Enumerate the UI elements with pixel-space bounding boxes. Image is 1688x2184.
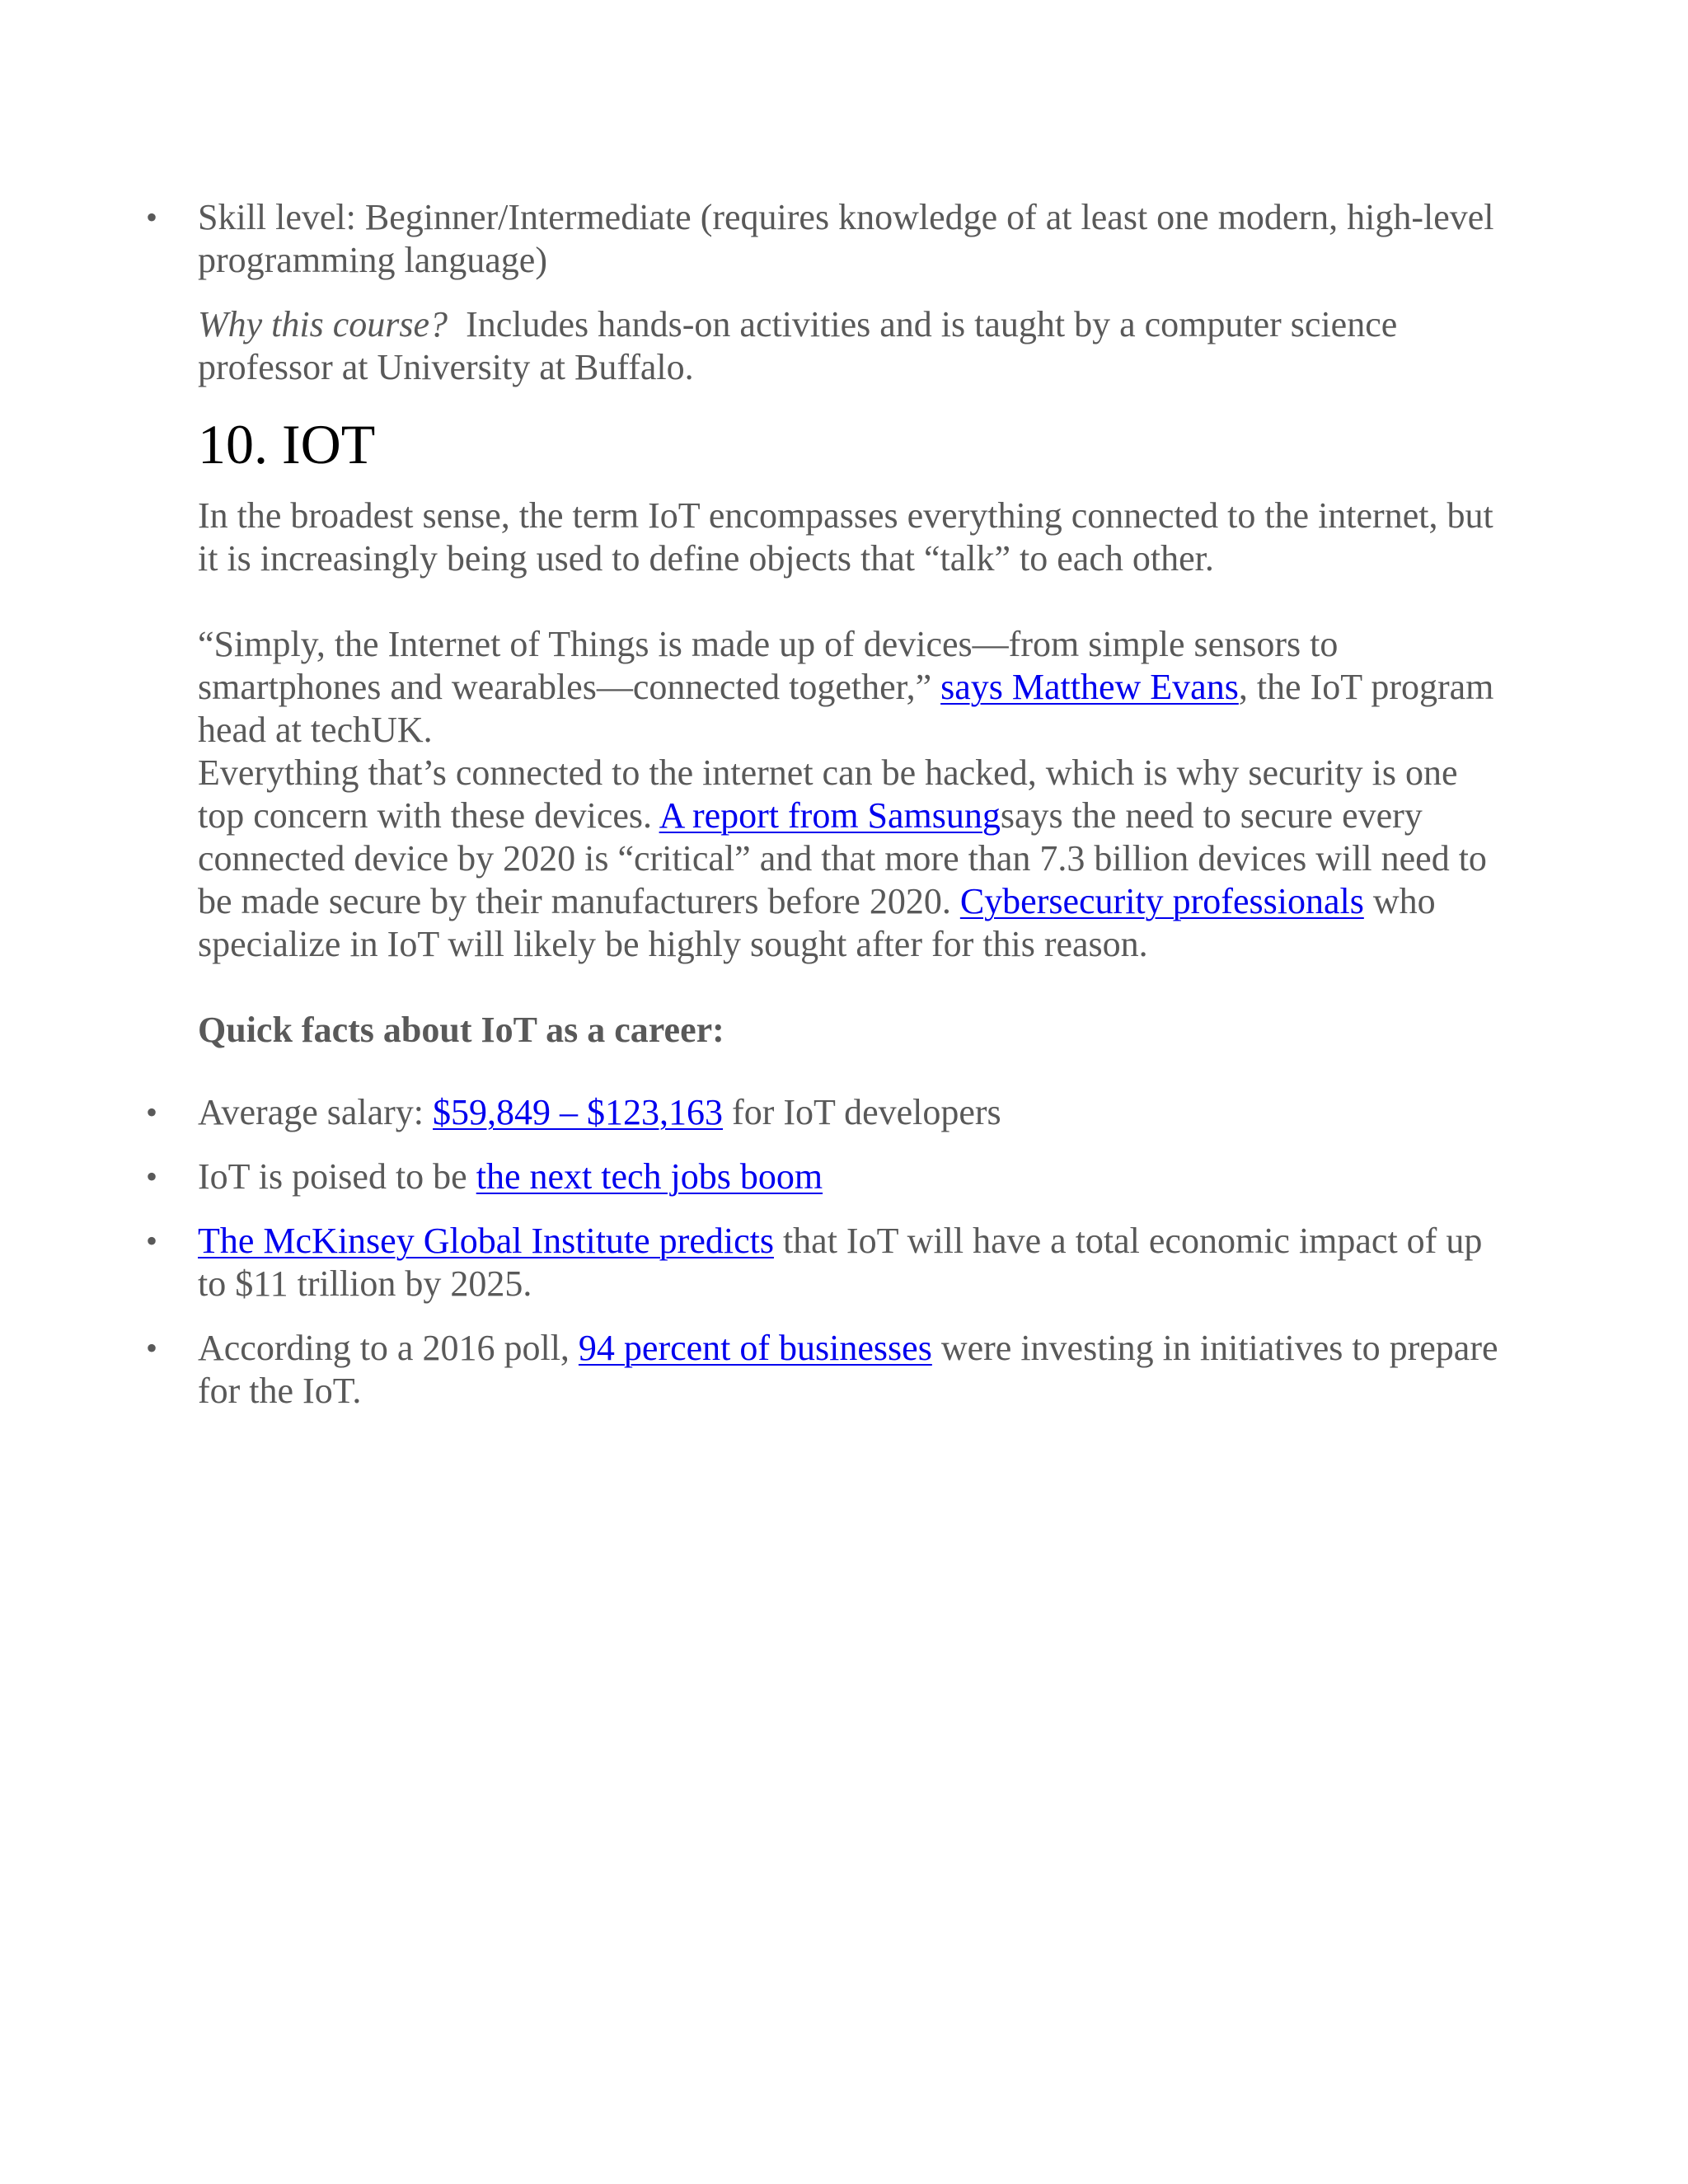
skill-level-text: Skill level: Beginner/Intermediate (requires knowledge of at least one modern, high-level programming language) [198, 197, 1494, 280]
list-item [146, 1220, 1500, 1305]
why-this-course-label: Why this course? [198, 304, 448, 344]
next-tech-jobs-boom-link[interactable]: the next tech jobs boom [476, 1156, 823, 1197]
fact-text-start: According to a 2016 poll, [198, 1328, 579, 1368]
security-text-end: who specialize in IoT will likely be highly sought after for this reason. [198, 881, 1436, 964]
why-this-course-text: Includes hands-on activities and is taught by a computer science professor at University at Buffalo. [198, 304, 1398, 387]
why-this-course-paragraph [198, 303, 1500, 389]
fact-text-start: IoT is poised to be [198, 1156, 476, 1197]
salary-range-link[interactable]: $59,849 – $123,163 [433, 1092, 724, 1132]
quote-text-start: “Simply, the Internet of Things is made up of devices—from simple sensors to smartphones and wearables—connected together,” [198, 624, 1339, 707]
says-matthew-evans-link[interactable]: says Matthew Evans [940, 667, 1239, 707]
section-heading: 10. IOT [198, 413, 376, 476]
list-item-skill-level [146, 196, 1500, 282]
list-item [146, 1091, 1500, 1134]
list-item [146, 1155, 1500, 1198]
bullet-icon: • [146, 1094, 158, 1131]
bullet-icon: • [146, 1329, 158, 1366]
list-item [146, 1327, 1500, 1413]
iot-intro-paragraph: In the broadest sense, the term IoT encompasses everything connected to the internet, but it is increasingly being used to define objects that “talk” to each other. [198, 495, 1493, 579]
bullet-icon: • [146, 199, 158, 236]
mckinsey-predicts-link[interactable]: The McKinsey Global Institute predicts [198, 1221, 774, 1261]
security-text-mid: says the need to secure every connected device by 2020 is “critical” and that more than 7.3 billion devices will need to be made secure by their manufacturers before 2020. [198, 795, 1487, 921]
quote-text-end: , the IoT program head at techUK. [198, 667, 1494, 750]
fact-text-end: that IoT will have a total economic impact of up to $11 trillion by 2025. [198, 1221, 1483, 1304]
fact-text-start: Average salary: [198, 1092, 434, 1132]
iot-quote-paragraph [198, 623, 1500, 752]
samsung-report-link[interactable]: A report from Samsung [659, 795, 1001, 836]
cybersecurity-professionals-link[interactable]: Cybersecurity professionals [959, 881, 1364, 921]
document-content [146, 196, 1500, 1413]
94-percent-businesses-link[interactable]: 94 percent of businesses [578, 1328, 932, 1368]
fact-text-end: were investing in initiatives to prepare for the IoT. [198, 1328, 1498, 1411]
iot-security-paragraph [198, 752, 1500, 966]
quick-facts-list [146, 1091, 1500, 1413]
quick-facts-heading: Quick facts about IoT as a career: [198, 1010, 724, 1050]
fact-text-end: for IoT developers [723, 1092, 1001, 1132]
security-text-start: Everything that’s connected to the internet can be hacked, which is why security is one top concern with these devices. [198, 752, 1458, 836]
bullet-icon: • [146, 1158, 158, 1195]
bullet-icon: • [146, 1222, 158, 1259]
